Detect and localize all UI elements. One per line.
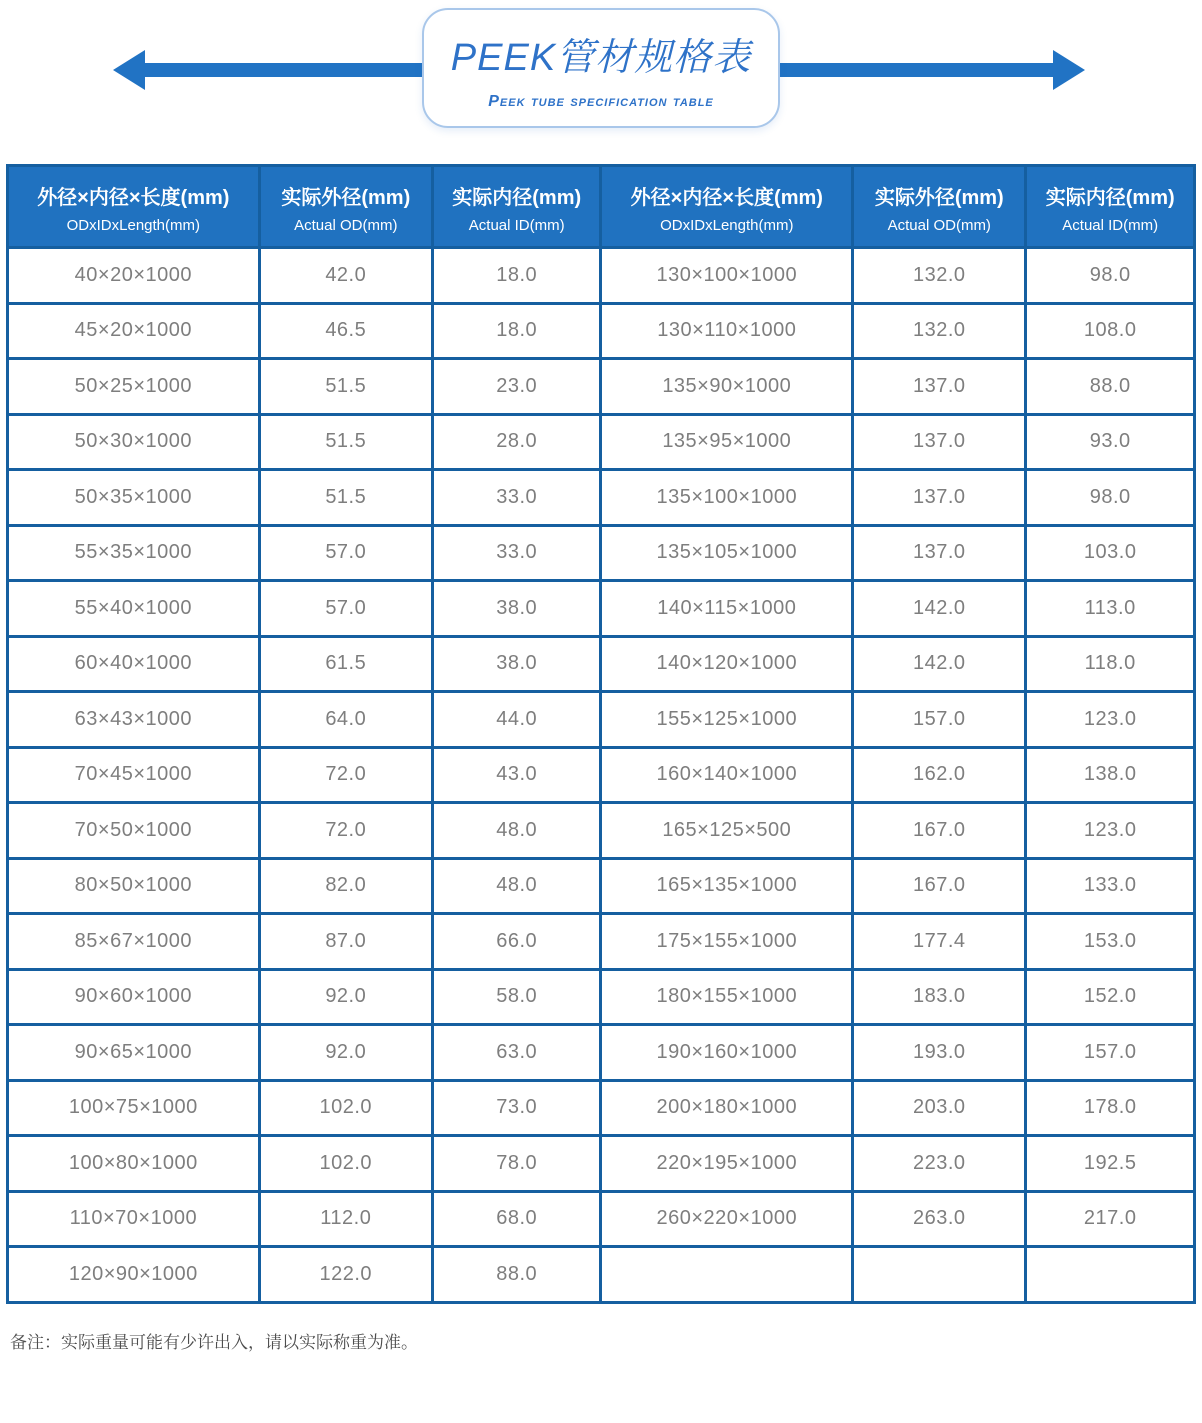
- header-banner: [0, 0, 1202, 164]
- table-cell: 108.0: [1026, 303, 1195, 359]
- table-cell: 118.0: [1026, 636, 1195, 692]
- table-row: [8, 636, 1195, 692]
- table-cell: 133.0: [1026, 858, 1195, 914]
- column-header-zh: 实际外径(mm): [874, 187, 1004, 209]
- table-row: [8, 692, 1195, 748]
- column-header-od-left: [259, 166, 432, 248]
- table-cell: 122.0: [259, 1247, 432, 1303]
- table-cell: 157.0: [853, 692, 1026, 748]
- table-cell: 110×70×1000: [8, 1191, 260, 1247]
- table-cell: 72.0: [259, 747, 432, 803]
- table-cell: 167.0: [853, 858, 1026, 914]
- table-cell: 135×95×1000: [601, 414, 853, 470]
- table-cell: 80×50×1000: [8, 858, 260, 914]
- column-header-od-right: [853, 166, 1026, 248]
- table-row: [8, 525, 1195, 581]
- table-cell: 66.0: [432, 914, 601, 970]
- table-cell: 137.0: [853, 414, 1026, 470]
- page-subtitle: Peek tube specification table: [488, 92, 714, 110]
- table-cell: 43.0: [432, 747, 601, 803]
- table-cell: 135×100×1000: [601, 470, 853, 526]
- table-cell: 178.0: [1026, 1080, 1195, 1136]
- table-cell: 180×155×1000: [601, 969, 853, 1025]
- table-cell: 165×125×500: [601, 803, 853, 859]
- table-cell: 18.0: [432, 248, 601, 304]
- table-cell: 88.0: [1026, 359, 1195, 415]
- table-cell: 190×160×1000: [601, 1025, 853, 1081]
- table-cell: 102.0: [259, 1080, 432, 1136]
- table-cell: 63.0: [432, 1025, 601, 1081]
- table-cell: 38.0: [432, 581, 601, 637]
- table-cell: 223.0: [853, 1136, 1026, 1192]
- table-cell: 93.0: [1026, 414, 1195, 470]
- table-cell: [1026, 1247, 1195, 1303]
- column-header-zh: 外径×内径×长度(mm): [630, 187, 823, 209]
- table-cell: 51.5: [259, 359, 432, 415]
- table-cell: 132.0: [853, 248, 1026, 304]
- table-row: [8, 1080, 1195, 1136]
- table-cell: 152.0: [1026, 969, 1195, 1025]
- table-row: [8, 581, 1195, 637]
- spec-table-body: [8, 248, 1195, 1303]
- table-cell: 100×75×1000: [8, 1080, 260, 1136]
- table-row: [8, 303, 1195, 359]
- table-row: [8, 414, 1195, 470]
- table-cell: 60×40×1000: [8, 636, 260, 692]
- table-cell: 120×90×1000: [8, 1247, 260, 1303]
- table-cell: [853, 1247, 1026, 1303]
- title-box: [422, 8, 780, 128]
- table-cell: 40×20×1000: [8, 248, 260, 304]
- table-cell: 33.0: [432, 470, 601, 526]
- column-header-en: Actual OD(mm): [887, 217, 991, 234]
- column-header-zh: 实际内径(mm): [1045, 187, 1175, 209]
- table-cell: 50×35×1000: [8, 470, 260, 526]
- right-arrowhead-icon: [1053, 50, 1085, 90]
- table-cell: 70×50×1000: [8, 803, 260, 859]
- table-cell: 153.0: [1026, 914, 1195, 970]
- table-cell: 92.0: [259, 969, 432, 1025]
- table-cell: 46.5: [259, 303, 432, 359]
- table-cell: 263.0: [853, 1191, 1026, 1247]
- table-cell: 217.0: [1026, 1191, 1195, 1247]
- table-cell: 142.0: [853, 636, 1026, 692]
- table-cell: 50×30×1000: [8, 414, 260, 470]
- table-cell: 92.0: [259, 1025, 432, 1081]
- table-cell: [601, 1247, 853, 1303]
- table-cell: 103.0: [1026, 525, 1195, 581]
- table-row: [8, 1247, 1195, 1303]
- table-cell: 55×40×1000: [8, 581, 260, 637]
- table-cell: 132.0: [853, 303, 1026, 359]
- column-header-zh: 实际外径(mm): [281, 187, 411, 209]
- column-header-zh: 外径×内径×长度(mm): [37, 187, 230, 209]
- table-cell: 138.0: [1026, 747, 1195, 803]
- table-cell: 137.0: [853, 470, 1026, 526]
- table-cell: 98.0: [1026, 248, 1195, 304]
- table-cell: 155×125×1000: [601, 692, 853, 748]
- table-cell: 48.0: [432, 858, 601, 914]
- table-row: [8, 1136, 1195, 1192]
- table-cell: 18.0: [432, 303, 601, 359]
- table-cell: 165×135×1000: [601, 858, 853, 914]
- table-cell: 123.0: [1026, 692, 1195, 748]
- table-cell: 72.0: [259, 803, 432, 859]
- table-cell: 48.0: [432, 803, 601, 859]
- table-cell: 140×120×1000: [601, 636, 853, 692]
- column-header-en: Actual ID(mm): [468, 217, 565, 234]
- table-row: [8, 1191, 1195, 1247]
- table-cell: 57.0: [259, 525, 432, 581]
- table-cell: 140×115×1000: [601, 581, 853, 637]
- table-cell: 157.0: [1026, 1025, 1195, 1081]
- table-cell: 78.0: [432, 1136, 601, 1192]
- table-row: [8, 747, 1195, 803]
- table-cell: 45×20×1000: [8, 303, 260, 359]
- table-cell: 64.0: [259, 692, 432, 748]
- table-cell: 58.0: [432, 969, 601, 1025]
- table-cell: 142.0: [853, 581, 1026, 637]
- column-header-en: ODxIDxLength(mm): [660, 217, 794, 234]
- table-cell: 123.0: [1026, 803, 1195, 859]
- table-cell: 90×60×1000: [8, 969, 260, 1025]
- footer-note: 备注：实际重量可能有少许出入，请以实际称重为准。: [10, 1332, 418, 1352]
- spec-table-head: [8, 166, 1195, 248]
- table-cell: 130×110×1000: [601, 303, 853, 359]
- table-row: [8, 1025, 1195, 1081]
- column-header-size-right: [601, 166, 853, 248]
- table-cell: 23.0: [432, 359, 601, 415]
- table-cell: 175×155×1000: [601, 914, 853, 970]
- table-cell: 57.0: [259, 581, 432, 637]
- table-cell: 44.0: [432, 692, 601, 748]
- table-cell: 167.0: [853, 803, 1026, 859]
- spec-table: [6, 164, 1196, 1304]
- table-row: [8, 803, 1195, 859]
- table-cell: 38.0: [432, 636, 601, 692]
- table-cell: 160×140×1000: [601, 747, 853, 803]
- table-cell: 113.0: [1026, 581, 1195, 637]
- table-cell: 193.0: [853, 1025, 1026, 1081]
- column-header-zh: 实际内径(mm): [452, 187, 582, 209]
- table-cell: 63×43×1000: [8, 692, 260, 748]
- column-header-en: Actual ID(mm): [1062, 217, 1159, 234]
- table-cell: 177.4: [853, 914, 1026, 970]
- table-cell: 102.0: [259, 1136, 432, 1192]
- table-cell: 68.0: [432, 1191, 601, 1247]
- table-cell: 135×105×1000: [601, 525, 853, 581]
- table-cell: 33.0: [432, 525, 601, 581]
- table-cell: 88.0: [432, 1247, 601, 1303]
- column-header-id-right: [1026, 166, 1195, 248]
- table-cell: 28.0: [432, 414, 601, 470]
- page-title: PEEK管材规格表: [450, 36, 752, 79]
- table-cell: 87.0: [259, 914, 432, 970]
- header-row: [8, 166, 1195, 248]
- table-cell: 85×67×1000: [8, 914, 260, 970]
- table-cell: 100×80×1000: [8, 1136, 260, 1192]
- table-row: [8, 248, 1195, 304]
- table-cell: 98.0: [1026, 470, 1195, 526]
- table-cell: 82.0: [259, 858, 432, 914]
- table-cell: 137.0: [853, 525, 1026, 581]
- table-cell: 192.5: [1026, 1136, 1195, 1192]
- table-cell: 55×35×1000: [8, 525, 260, 581]
- table-row: [8, 858, 1195, 914]
- table-row: [8, 470, 1195, 526]
- table-row: [8, 359, 1195, 415]
- left-arrowhead-icon: [113, 50, 145, 90]
- table-cell: 51.5: [259, 414, 432, 470]
- table-cell: 135×90×1000: [601, 359, 853, 415]
- table-cell: 73.0: [432, 1080, 601, 1136]
- table-cell: 162.0: [853, 747, 1026, 803]
- table-cell: 51.5: [259, 470, 432, 526]
- table-cell: 183.0: [853, 969, 1026, 1025]
- table-cell: 203.0: [853, 1080, 1026, 1136]
- column-header-id-left: [432, 166, 601, 248]
- table-row: [8, 969, 1195, 1025]
- table-cell: 130×100×1000: [601, 248, 853, 304]
- table-cell: 50×25×1000: [8, 359, 260, 415]
- column-header-size-left: [8, 166, 260, 248]
- table-row: [8, 914, 1195, 970]
- table-cell: 137.0: [853, 359, 1026, 415]
- table-cell: 260×220×1000: [601, 1191, 853, 1247]
- table-cell: 90×65×1000: [8, 1025, 260, 1081]
- table-cell: 70×45×1000: [8, 747, 260, 803]
- table-cell: 112.0: [259, 1191, 432, 1247]
- column-header-en: ODxIDxLength(mm): [66, 217, 200, 234]
- column-header-en: Actual OD(mm): [294, 217, 398, 234]
- table-cell: 61.5: [259, 636, 432, 692]
- table-cell: 42.0: [259, 248, 432, 304]
- table-cell: 220×195×1000: [601, 1136, 853, 1192]
- table-cell: 200×180×1000: [601, 1080, 853, 1136]
